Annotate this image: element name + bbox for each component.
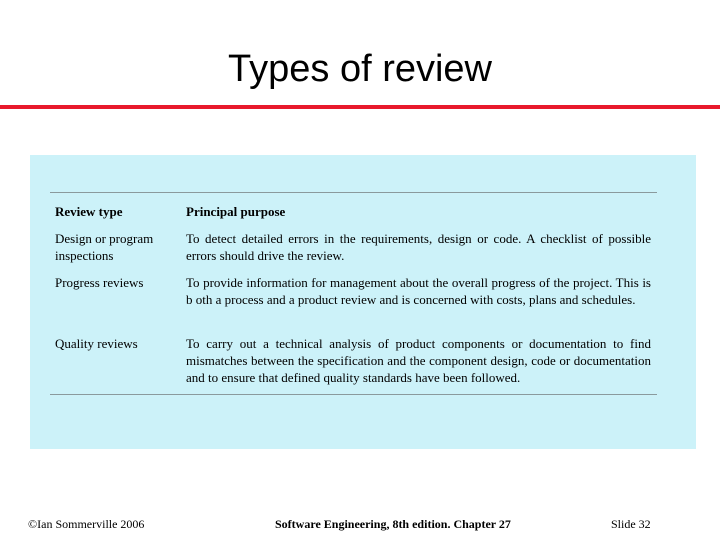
footer-copyright: ©Ian Sommerville 2006: [28, 517, 145, 531]
row-purpose-progress-reviews: To provide information for management about the overall progress of the project. This is b oth a process and a product review and is concerned with costs, plans and schedules.: [186, 275, 651, 307]
title-divider: [0, 105, 720, 109]
review-types-table: [30, 155, 696, 449]
row-purpose-design-inspections: To detect detailed errors in the requirements, design or code. A checklist of possible errors should drive the review.: [186, 231, 651, 263]
table-bottom-rule: [50, 394, 657, 395]
row-type-quality-reviews: Quality reviews: [55, 336, 138, 351]
row-type-design-inspections: Design or program inspections: [55, 231, 154, 263]
slide-title: Types of review: [228, 48, 492, 90]
row-type-progress-reviews: Progress reviews: [55, 275, 144, 290]
footer-slide-number: Slide 32: [611, 517, 651, 531]
header-review-type: Review type: [55, 204, 123, 219]
row-purpose-quality-reviews: To carry out a technical analysis of product components or documentation to find mismatches between the specification and the component design, code or documentation and to ensure that defined quality standards have been followed.: [186, 336, 651, 385]
table-top-rule: [50, 192, 657, 193]
header-principal-purpose: Principal purpose: [186, 204, 286, 219]
footer-book-title: Software Engineering, 8th edition. Chapter 27: [275, 517, 511, 531]
